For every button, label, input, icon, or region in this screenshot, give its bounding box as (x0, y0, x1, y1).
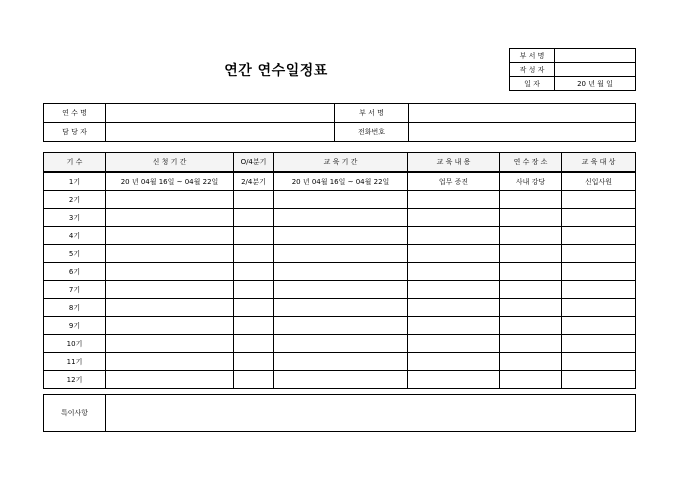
table-cell[interactable] (274, 353, 408, 371)
table-cell[interactable] (562, 245, 636, 263)
table-cell[interactable] (234, 353, 274, 371)
table-row (44, 335, 636, 353)
cohort-label: 4기 (44, 227, 106, 245)
manager-field[interactable] (106, 123, 335, 142)
table-cell[interactable] (408, 335, 500, 353)
notes-label: 특이사항 (44, 395, 106, 432)
table-cell[interactable] (500, 209, 562, 227)
schedule-table (43, 152, 636, 389)
table-cell[interactable] (274, 281, 408, 299)
approval-meta-table (509, 48, 636, 91)
dept-field[interactable] (409, 104, 636, 123)
info-row-manager (44, 123, 636, 142)
meta-value-field[interactable] (555, 63, 636, 77)
table-cell[interactable] (106, 371, 234, 389)
table-cell[interactable] (234, 299, 274, 317)
cohort-label: 2기 (44, 191, 106, 209)
table-cell[interactable] (500, 263, 562, 281)
table-row (44, 245, 636, 263)
table-cell[interactable] (234, 335, 274, 353)
meta-value-field[interactable] (555, 49, 636, 63)
table-cell[interactable] (106, 299, 234, 317)
table-cell[interactable] (106, 191, 234, 209)
table-cell[interactable] (408, 209, 500, 227)
table-cell[interactable] (500, 191, 562, 209)
table-cell[interactable] (234, 263, 274, 281)
table-cell[interactable] (106, 281, 234, 299)
meta-row (510, 77, 636, 91)
table-cell[interactable] (408, 245, 500, 263)
meta-label: 작 성 자 (510, 63, 555, 77)
table-cell[interactable] (274, 335, 408, 353)
cohort-label: 10기 (44, 335, 106, 353)
table-cell[interactable]: 사내 강당 (500, 172, 562, 191)
cohort-label: 12기 (44, 371, 106, 389)
table-cell[interactable] (408, 371, 500, 389)
table-cell[interactable] (408, 317, 500, 335)
notes-field[interactable] (106, 395, 636, 432)
table-cell[interactable] (106, 317, 234, 335)
table-cell[interactable] (500, 371, 562, 389)
table-row (44, 191, 636, 209)
cohort-label: 3기 (44, 209, 106, 227)
column-header: O/4분기 (234, 153, 274, 173)
table-cell[interactable] (408, 227, 500, 245)
table-cell[interactable] (234, 317, 274, 335)
table-cell[interactable] (106, 227, 234, 245)
table-cell[interactable] (408, 281, 500, 299)
cohort-label: 1기 (44, 172, 106, 191)
column-header: 교 육 대 상 (562, 153, 636, 173)
column-header: 교 육 내 용 (408, 153, 500, 173)
meta-label: 일 자 (510, 77, 555, 91)
table-cell[interactable] (274, 245, 408, 263)
table-cell[interactable] (234, 209, 274, 227)
table-cell[interactable] (234, 245, 274, 263)
dept-label: 부 서 명 (335, 104, 409, 123)
table-cell[interactable] (500, 335, 562, 353)
cohort-label: 7기 (44, 281, 106, 299)
table-cell[interactable] (500, 281, 562, 299)
phone-label: 전화번호 (335, 123, 409, 142)
table-cell[interactable] (106, 263, 234, 281)
table-cell[interactable] (234, 281, 274, 299)
meta-label: 부 서 명 (510, 49, 555, 63)
cohort-label: 5기 (44, 245, 106, 263)
table-row (44, 353, 636, 371)
table-cell[interactable] (234, 227, 274, 245)
table-cell[interactable] (234, 191, 274, 209)
table-cell[interactable] (562, 227, 636, 245)
table-cell[interactable]: 20 년 04월 16일 ~ 04월 22일 (106, 172, 234, 191)
table-cell[interactable] (274, 227, 408, 245)
column-header: 신 청 기 간 (106, 153, 234, 173)
table-cell[interactable] (274, 191, 408, 209)
column-header: 연 수 장 소 (500, 153, 562, 173)
table-cell[interactable] (500, 353, 562, 371)
cohort-label: 8기 (44, 299, 106, 317)
table-cell[interactable] (562, 281, 636, 299)
manager-label: 담 당 자 (44, 123, 106, 142)
table-cell[interactable]: 2/4분기 (234, 172, 274, 191)
table-cell[interactable] (274, 263, 408, 281)
table-cell[interactable] (562, 191, 636, 209)
table-cell[interactable]: 20 년 04월 16일 ~ 04월 22일 (274, 172, 408, 191)
table-cell[interactable]: 업무 증진 (408, 172, 500, 191)
table-cell[interactable] (500, 317, 562, 335)
cohort-label: 9기 (44, 317, 106, 335)
notes-table (43, 394, 636, 432)
table-cell[interactable] (562, 353, 636, 371)
meta-row (510, 49, 636, 63)
table-cell[interactable] (106, 209, 234, 227)
cohort-label: 11기 (44, 353, 106, 371)
table-cell[interactable] (408, 299, 500, 317)
table-cell[interactable] (500, 245, 562, 263)
table-row (44, 281, 636, 299)
table-cell[interactable]: 신입사원 (562, 172, 636, 191)
table-cell[interactable] (274, 371, 408, 389)
schedule-header-row (44, 153, 636, 173)
table-cell[interactable] (274, 299, 408, 317)
info-row-training (44, 104, 636, 123)
table-cell[interactable] (500, 299, 562, 317)
table-cell[interactable] (106, 335, 234, 353)
training-name-label: 연 수 명 (44, 104, 106, 123)
table-cell[interactable] (408, 191, 500, 209)
table-cell[interactable] (562, 299, 636, 317)
table-cell[interactable] (408, 353, 500, 371)
table-row (44, 227, 636, 245)
phone-field[interactable] (409, 123, 636, 142)
table-row (44, 317, 636, 335)
table-cell[interactable] (106, 245, 234, 263)
training-name-field[interactable] (106, 104, 335, 123)
table-cell[interactable] (274, 209, 408, 227)
page-title: 연간 연수일정표 (224, 63, 328, 79)
table-cell[interactable] (562, 263, 636, 281)
table-cell[interactable] (562, 209, 636, 227)
table-row (44, 299, 636, 317)
table-cell[interactable] (562, 317, 636, 335)
cohort-label: 6기 (44, 263, 106, 281)
table-cell[interactable] (106, 353, 234, 371)
column-header: 교 육 기 간 (274, 153, 408, 173)
table-row (44, 371, 636, 389)
table-cell[interactable] (408, 263, 500, 281)
table-cell[interactable] (234, 371, 274, 389)
table-cell[interactable] (562, 335, 636, 353)
column-header: 기 수 (44, 153, 106, 173)
table-cell[interactable] (562, 371, 636, 389)
table-cell[interactable] (274, 317, 408, 335)
table-row (44, 263, 636, 281)
table-row (44, 209, 636, 227)
training-info-table (43, 103, 636, 142)
table-cell[interactable] (500, 227, 562, 245)
meta-value-field[interactable]: 20 년 월 일 (555, 77, 636, 91)
table-row (44, 172, 636, 191)
meta-row (510, 63, 636, 77)
